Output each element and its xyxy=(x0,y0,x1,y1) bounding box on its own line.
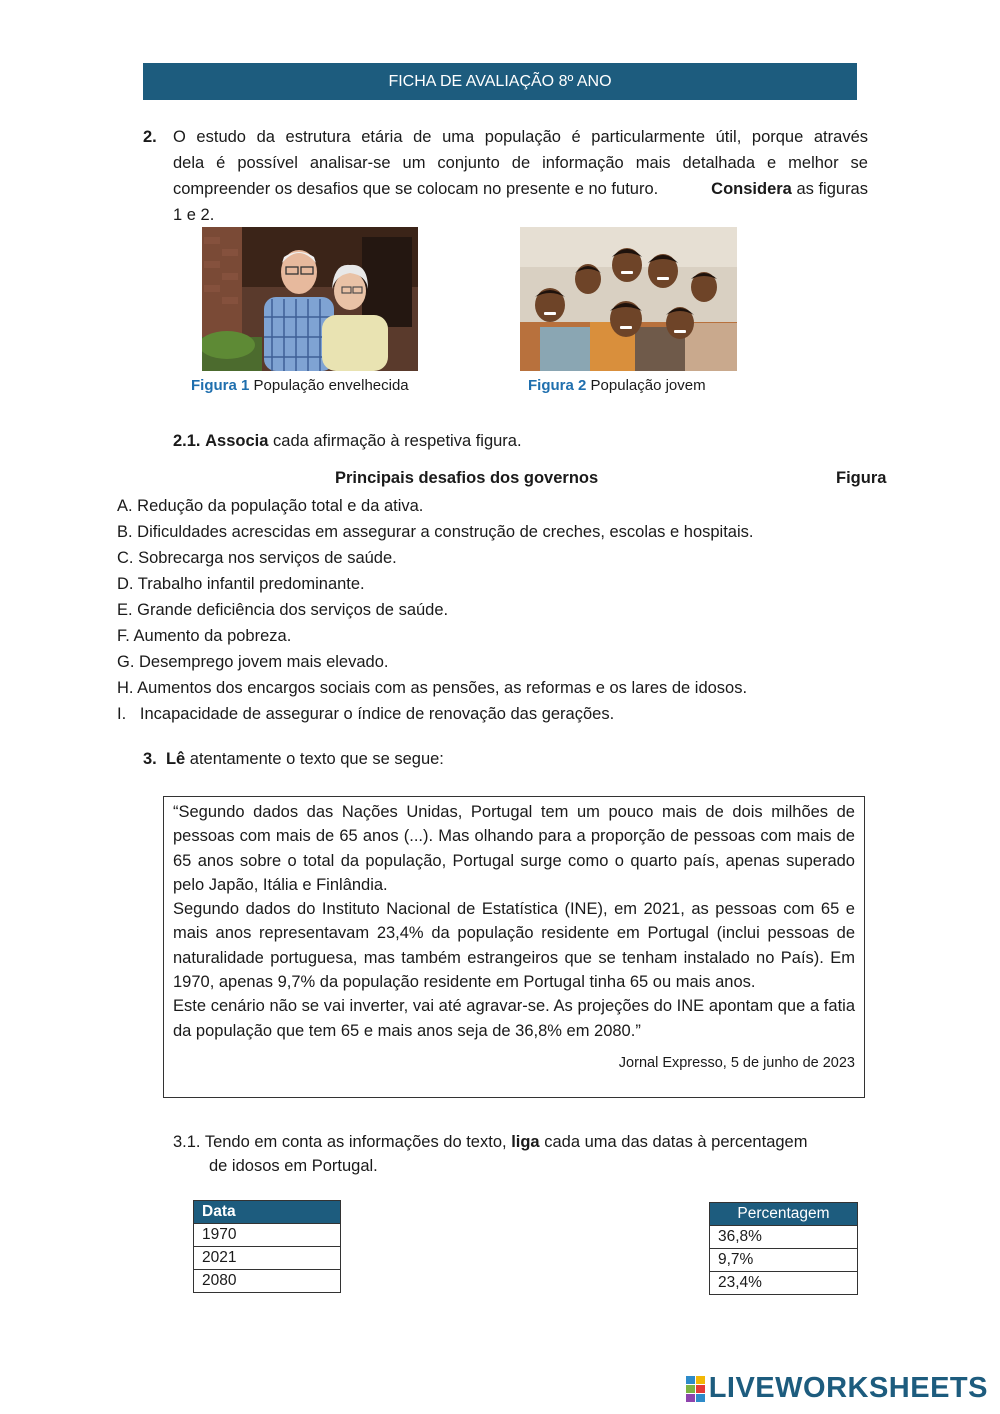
q3-number: 3. xyxy=(143,750,157,768)
percentages-table-header: Percentagem xyxy=(710,1203,858,1226)
percentage-cell-1[interactable]: 36,8% xyxy=(710,1226,858,1249)
figure-1-caption-text: População envelhecida xyxy=(253,377,409,394)
q2-line-3-a: compreender os desafios que se colocam no presente e no futuro. xyxy=(173,180,659,198)
quote-source: Jornal Expresso, 5 de junho de 2023 xyxy=(618,1054,855,1071)
quote-paragraph-1: “Segundo dados das Nações Unidas, Portugal tem um pouco mais de dois milhões de pessoas com mais de 65 anos (...). Mas olhando para a proporção de pessoas com mais de 65 anos sobre o total da população, Portugal surge como o quarto país, apenas superado pelo Japão, Itália e Finlândia. xyxy=(173,803,855,894)
q31-text-b: cada uma das datas à percentagem xyxy=(544,1133,808,1151)
q21-instruction: cada afirmação à respetiva figura. xyxy=(273,432,522,450)
challenge-item-d: D. Trabalho infantil predominante. xyxy=(117,575,365,593)
logo-blocks-icon xyxy=(686,1376,705,1402)
quote-box xyxy=(163,796,865,1098)
q21-keyword-associa: Associa xyxy=(205,432,269,450)
figure-1-caption xyxy=(191,377,409,394)
challenge-item-f: F. Aumento da pobreza. xyxy=(117,627,292,645)
quote-paragraph-3: Este cenário não se vai inverter, vai até agravar-se. As projeções do INE apontam que a fatia da população que tem 65 e mais anos seja de 36,8% em 2080.” xyxy=(173,997,855,1040)
dates-table xyxy=(193,1200,341,1293)
q2-line-1: O estudo da estrutura etária de uma população é particularmente útil, porque através xyxy=(173,128,868,146)
q21-number: 2.1. xyxy=(173,432,201,450)
dates-table-header: Data xyxy=(194,1201,341,1224)
figure-column-title: Figura xyxy=(836,469,887,487)
worksheet-header xyxy=(143,63,857,100)
q2-keyword-considera: Considera xyxy=(711,180,792,198)
figure-2-photo xyxy=(520,227,737,371)
figure-2-label: Figura 2 xyxy=(528,377,587,394)
header-title: FICHA DE AVALIAÇÃO 8º ANO xyxy=(388,72,612,90)
figure-1-label: Figura 1 xyxy=(191,377,250,394)
q31-keyword-liga: liga xyxy=(511,1133,540,1151)
q31-text-a: Tendo em conta as informações do texto, xyxy=(204,1133,507,1151)
q2-line-4: 1 e 2. xyxy=(173,206,215,224)
q2-line-2: dela é possível analisar-se um conjunto de informação mais detalhada e melhor se xyxy=(173,154,868,172)
q3-keyword-le: Lê xyxy=(165,750,186,768)
q31-number: 3.1. xyxy=(173,1133,201,1151)
date-cell-2080[interactable]: 2080 xyxy=(194,1270,341,1293)
q2-line-3 xyxy=(173,176,868,202)
quote-paragraph-2: Segundo dados do Instituto Nacional de Estatística (INE), em 2021, as pessoas com 65 e mais anos representavam 23,4% da população residente em Portugal (inclui pessoas de naturalidade portuguesa, mas também estrangeiros que se tenham instalado no País). Em 1970, apenas 9,7% da população residente em Portugal tinha 65 ou mais anos. xyxy=(173,900,855,992)
figure-2-caption xyxy=(528,377,706,394)
question-3-1 xyxy=(173,1130,863,1178)
challenge-item-g: G. Desemprego jovem mais elevado. xyxy=(117,653,389,671)
figure-1-photo xyxy=(202,227,418,371)
question-2-text xyxy=(173,124,868,228)
challenge-item-b: B. Dificuldades acrescidas em assegurar a construção de creches, escolas e hospitais. xyxy=(117,523,754,541)
challenge-item-i: I. Incapacidade de assegurar o índice de renovação das gerações. xyxy=(117,705,615,723)
question-3 xyxy=(143,748,444,770)
logo-text: LIVEWORKSHEETS xyxy=(708,1372,988,1404)
question-2-1 xyxy=(173,430,522,452)
percentage-cell-3[interactable]: 23,4% xyxy=(710,1272,858,1295)
challenge-item-e: E. Grande deficiência dos serviços de saúde. xyxy=(117,601,449,619)
challenge-item-c: C. Sobrecarga nos serviços de saúde. xyxy=(117,549,397,567)
date-cell-2021[interactable]: 2021 xyxy=(194,1247,341,1270)
q3-instruction: atentamente o texto que se segue: xyxy=(189,750,444,768)
challenge-item-a: A. Redução da população total e da ativa. xyxy=(117,497,424,515)
figure-2-caption-text: População jovem xyxy=(590,377,706,394)
percentage-cell-2[interactable]: 9,7% xyxy=(710,1249,858,1272)
date-cell-1970[interactable]: 1970 xyxy=(194,1224,341,1247)
liveworksheets-logo xyxy=(686,1372,988,1405)
q2-line-3-b: as figuras xyxy=(796,180,868,198)
question-2-number: 2. xyxy=(143,128,157,146)
q31-line-2: de idosos em Portugal. xyxy=(209,1157,378,1175)
challenge-item-h: H. Aumentos dos encargos sociais com as pensões, as reformas e os lares de idosos. xyxy=(117,679,748,697)
percentages-table xyxy=(709,1202,858,1295)
challenges-column-title: Principais desafios dos governos xyxy=(335,469,599,487)
